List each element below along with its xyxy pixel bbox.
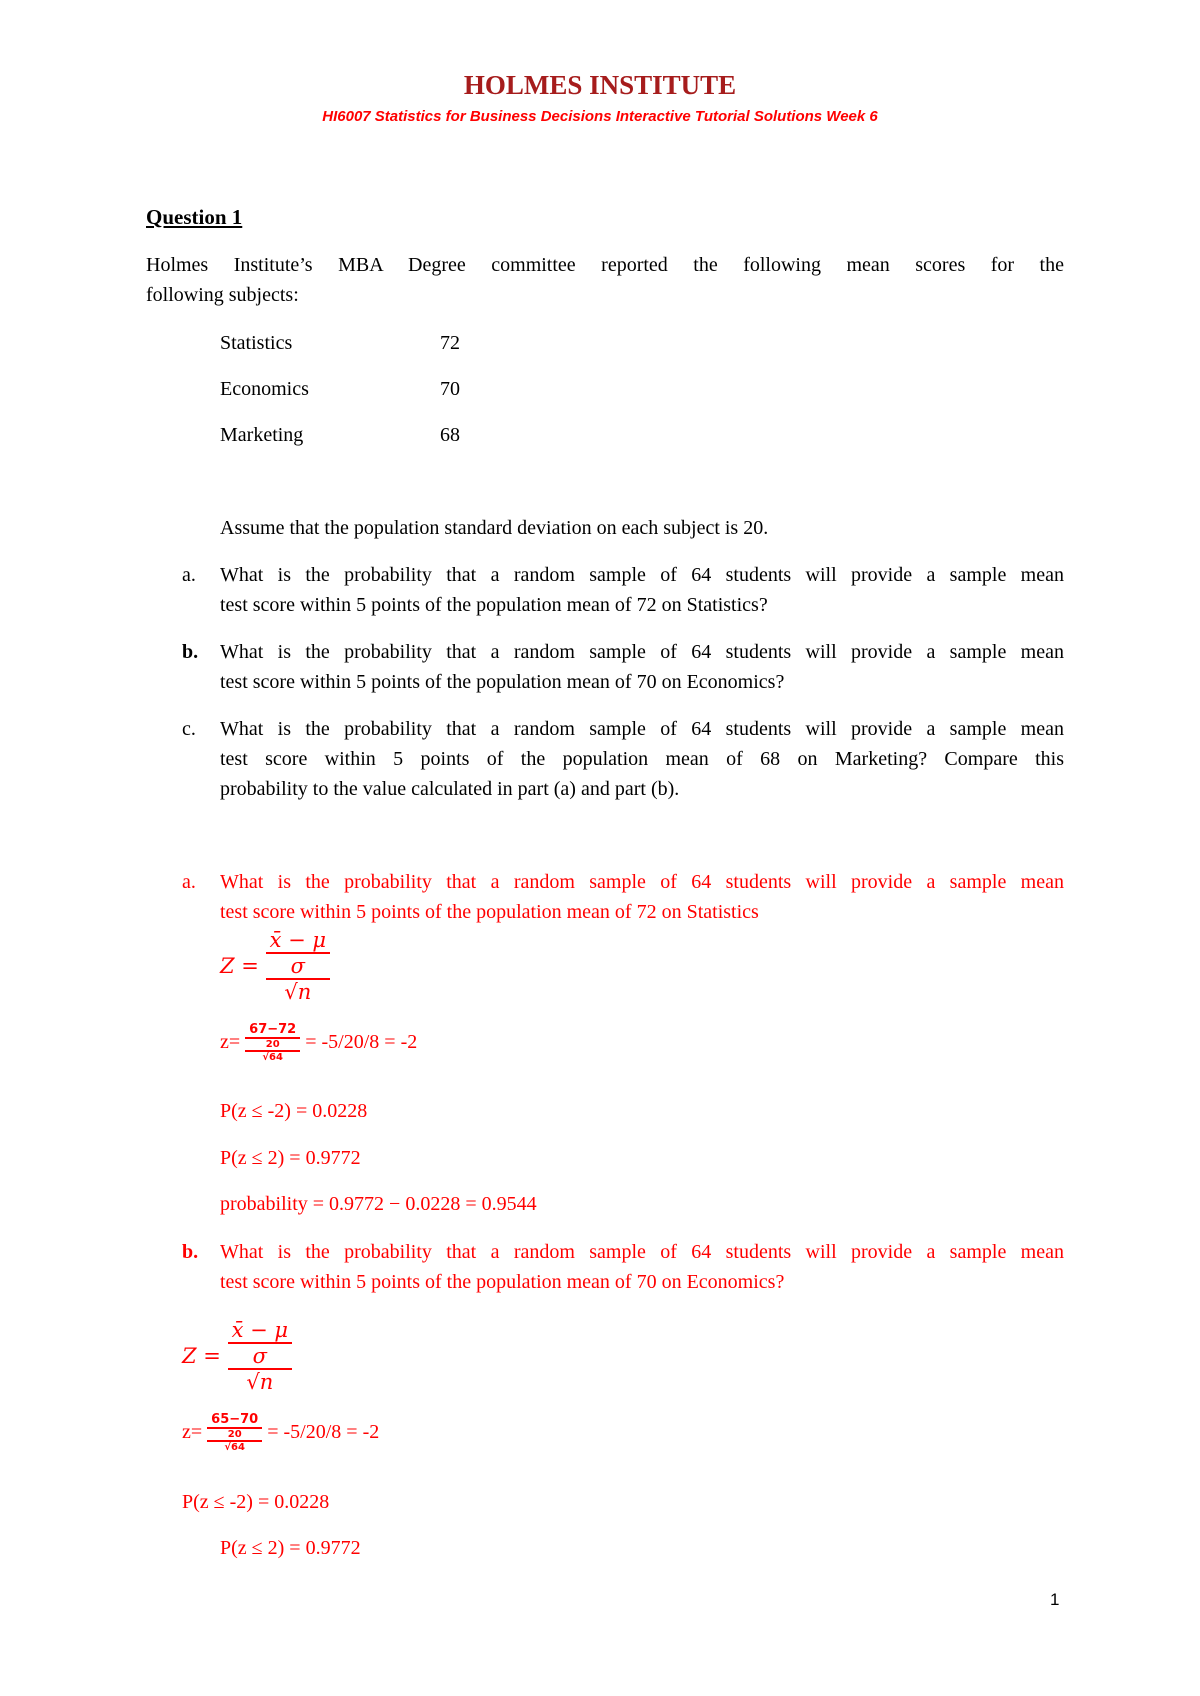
question-part-a	[182, 560, 1064, 630]
probability-result: probability = 0.9772 − 0.0228 = 0.9544	[220, 1193, 537, 1215]
z-fraction	[245, 1022, 300, 1063]
formula-fraction	[228, 1318, 292, 1394]
part-line: test score within 5 points of the population mean of 70 on Economics?	[220, 1271, 785, 1293]
part-line: What is the probability that a random sample of 64 students will provide a sample mean	[220, 564, 1064, 586]
subject-name: Statistics	[220, 332, 293, 354]
part-label: b.	[182, 641, 199, 663]
z-den-top: 20	[245, 1039, 300, 1052]
z-result: = -5/20/8 = -2	[305, 1031, 418, 1053]
z-formula	[182, 1318, 292, 1394]
z-calculation	[220, 1022, 417, 1063]
z-prefix: z=	[220, 1031, 241, 1053]
question-part-b	[182, 637, 1064, 707]
question-part-c	[182, 714, 1064, 814]
part-text	[220, 560, 1064, 620]
part-line: test score within 5 points of the population mean of 68 on Marketing? Compare this	[220, 748, 1064, 770]
z-den-bottom: √64	[224, 1442, 245, 1453]
z-fraction	[207, 1412, 262, 1453]
formula-denominator	[266, 954, 330, 1004]
subject-score: 70	[440, 378, 460, 400]
z-result: = -5/20/8 = -2	[267, 1421, 380, 1443]
formula-denominator	[228, 1344, 292, 1394]
page-number: 1	[1050, 1590, 1060, 1609]
formula-numerator: x̄ − μ	[266, 928, 330, 954]
probability-upper: P(z ≤ 2) = 0.9772	[220, 1537, 361, 1559]
part-text	[220, 714, 1064, 804]
z-den-bottom: √64	[262, 1052, 283, 1063]
probability-lower: P(z ≤ -2) = 0.0228	[182, 1491, 330, 1513]
part-line: test score within 5 points of the population mean of 72 on Statistics?	[220, 594, 768, 616]
solution-part-b-question	[182, 1237, 1064, 1307]
formula-lhs: Z =	[220, 954, 259, 978]
formula-numerator: x̄ − μ	[228, 1318, 292, 1344]
z-den-top: 20	[207, 1429, 262, 1442]
part-text	[220, 867, 1064, 927]
part-line: What is the probability that a random sample of 64 students will provide a sample mean	[220, 871, 1064, 893]
part-line: What is the probability that a random sample of 64 students will provide a sample mean	[220, 1241, 1064, 1263]
assumption-text: Assume that the population standard deviation on each subject is 20.	[220, 517, 769, 539]
subject-name: Economics	[220, 378, 309, 400]
part-line: What is the probability that a random sample of 64 students will provide a sample mean	[220, 641, 1064, 663]
solution-part-a-question	[182, 867, 1064, 937]
part-text	[220, 1237, 1064, 1297]
part-label: a.	[182, 564, 196, 586]
z-denominator	[245, 1039, 300, 1063]
z-numerator: 65−70	[207, 1412, 262, 1429]
part-label: c.	[182, 718, 196, 740]
probability-lower: P(z ≤ -2) = 0.0228	[220, 1100, 368, 1122]
intro-line-1: Holmes Institute’s MBA Degree committee reported the following mean scores for the	[146, 254, 1064, 276]
z-formula	[220, 928, 330, 1004]
part-line: test score within 5 points of the population mean of 72 on Statistics	[220, 901, 759, 923]
subject-score: 68	[440, 424, 460, 446]
part-text	[220, 637, 1064, 697]
part-label: a.	[182, 871, 196, 893]
subject-score: 72	[440, 332, 460, 354]
formula-sigma: σ	[228, 1344, 292, 1370]
z-calculation	[182, 1412, 379, 1453]
z-denominator	[207, 1429, 262, 1453]
formula-sqrt-n: √n	[246, 1370, 274, 1394]
probability-upper: P(z ≤ 2) = 0.9772	[220, 1147, 361, 1169]
formula-sigma: σ	[266, 954, 330, 980]
question-title: Question 1	[146, 205, 243, 229]
intro-line-2: following subjects:	[146, 284, 299, 306]
part-line: test score within 5 points of the population mean of 70 on Economics?	[220, 671, 785, 693]
part-label: b.	[182, 1241, 199, 1263]
subject-name: Marketing	[220, 424, 304, 446]
question-intro	[146, 250, 1064, 310]
institute-title: HOLMES INSTITUTE	[463, 70, 737, 100]
part-line: probability to the value calculated in part (a) and part (b).	[220, 778, 680, 800]
z-numerator: 67−72	[245, 1022, 300, 1039]
z-prefix: z=	[182, 1421, 203, 1443]
formula-lhs: Z =	[182, 1344, 221, 1368]
course-subtitle: HI6007 Statistics for Business Decisions Interactive Tutorial Solutions Week 6	[322, 108, 878, 125]
part-line: What is the probability that a random sample of 64 students will provide a sample mean	[220, 718, 1064, 740]
formula-fraction	[266, 928, 330, 1004]
formula-sqrt-n: √n	[284, 980, 312, 1004]
